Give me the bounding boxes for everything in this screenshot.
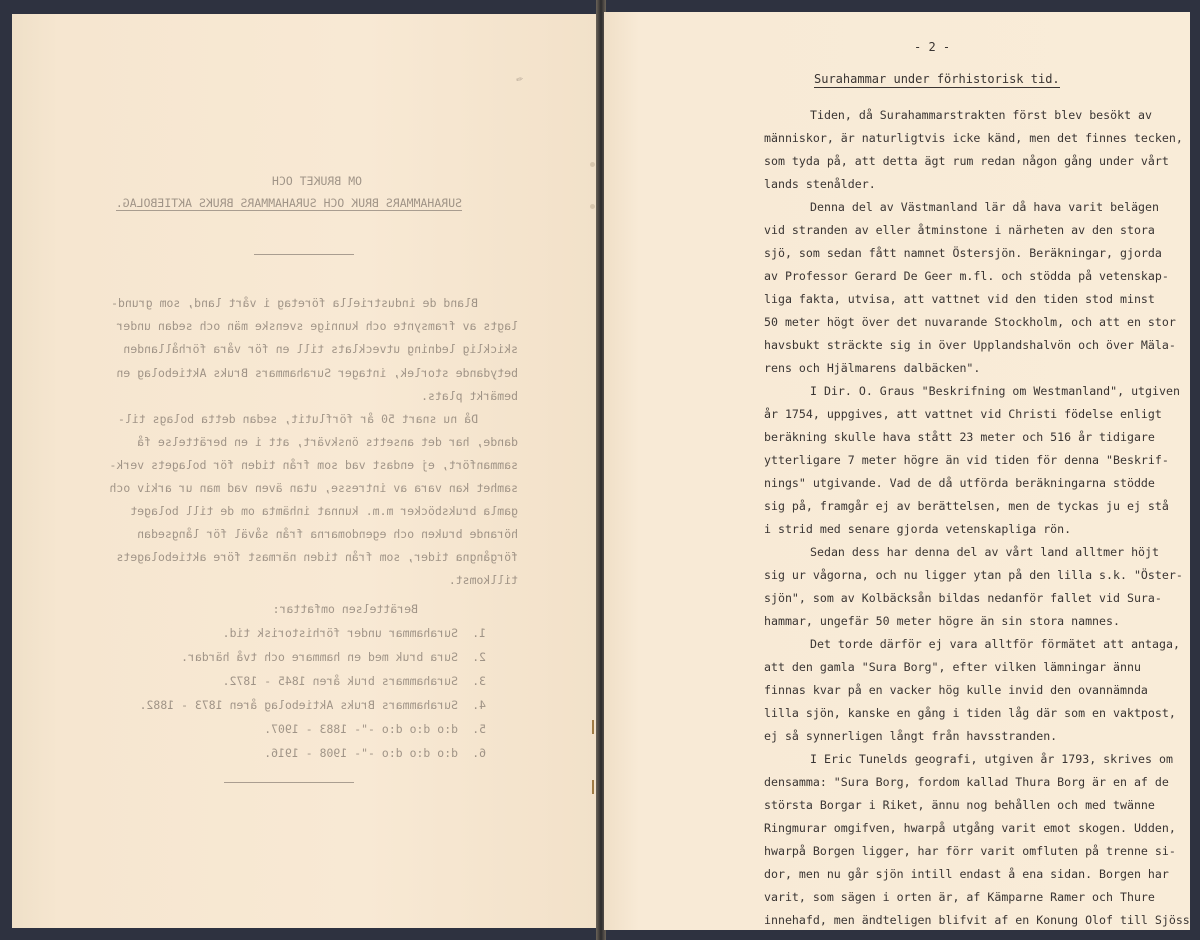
- left-para-line: tillkomst.: [448, 573, 518, 587]
- left-title-line2: SURAHAMMARS BRUK OCH SURAHAMMARS BRUKS AKTIEBOLAG.: [115, 196, 462, 210]
- toc-entry: d:o d:o d:o -"- 1908 - 1916.: [264, 746, 458, 760]
- bleed-through-text: [12, 14, 598, 928]
- binding-hole: [590, 204, 595, 209]
- left-para-line: samhet kan vara av intresse, utan även vad man ur arkiv och: [109, 481, 518, 495]
- toc-entry: d:o d:o d:o -"- 1883 - 1907.: [264, 722, 458, 736]
- left-para-line: betydande storlek, intager Surahammars Bruks Aktiebolag en: [116, 366, 518, 380]
- staple: [592, 780, 594, 794]
- left-page: [12, 14, 598, 928]
- body-line: sig ur vågorna, och nu ligger ytan på den lilla s.k. "Öster-: [764, 568, 1183, 582]
- left-para-line: Bland de industriella företag i vårt land, som grund-: [111, 296, 478, 310]
- body-line: densamma: "Sura Borg, fordom kallad Thura Borg är en af de: [764, 775, 1169, 789]
- body-line: vid stranden av eller åtminstone i närheten av den stora: [764, 223, 1155, 237]
- pencil-mark: ✎: [513, 74, 527, 85]
- toc-number: 2.: [472, 650, 486, 664]
- body-line: lilla sjön, kanske en gång i tiden låg där som en vaktpost,: [764, 706, 1176, 720]
- body-line: 50 meter högt över det nuvarande Stockholm, och att en stor: [764, 315, 1176, 329]
- body-line: största Borgar i Riket, ännu nog behållen och med twänne: [764, 798, 1155, 812]
- end-divider: [224, 782, 354, 783]
- body-line: Tiden, då Surahammarstrakten först blev besökt av: [810, 108, 1153, 122]
- left-para-line: gamla bruksböcker m.m. kunnat inhämta om de till bolaget: [130, 504, 518, 518]
- section-heading: Surahammar under förhistorisk tid.: [814, 72, 1060, 86]
- body-line: i strid med senare gjorda vetenskapliga rön.: [764, 522, 1072, 536]
- body-line: nings" utgivande. Vad de då utförda beräkningarna stödde: [764, 476, 1155, 490]
- body-line: hwarpå Borgen ligger, har förr varit omfluten på trenne si-: [764, 844, 1176, 858]
- left-para-line: sammanfört, ej endast vad som från tiden för bolagets verk-: [109, 458, 518, 472]
- toc-number: 5.: [472, 722, 486, 736]
- right-page: [604, 12, 1190, 930]
- toc-heading: Berättelsen omfattar:: [272, 602, 418, 616]
- body-line: I Dir. O. Graus "Beskrifning om Westmanland", utgiven: [810, 384, 1180, 398]
- staple: [592, 720, 594, 734]
- body-line: ytterligare 7 meter högre än vid tiden för denna "Beskrif-: [764, 453, 1169, 467]
- body-line: hammar, ungefär 50 meter högre än sin stora namnes.: [764, 614, 1120, 628]
- toc-number: 1.: [472, 626, 486, 640]
- body-line: dor, men nu går sjön intill endast å ena sidan. Borgen har: [764, 867, 1169, 881]
- left-para-line: skicklig ledning utvecklats till en för våra förhållanden: [123, 342, 518, 356]
- body-line: rens och Hjälmarens dalbäcken".: [764, 361, 981, 375]
- body-line: att den gamla "Sura Borg", efter vilken lämningar ännu: [764, 660, 1141, 674]
- body-line: beräkning skulle hava stått 23 meter och 516 år tidigare: [764, 430, 1155, 444]
- body-line: som tyda på, att detta ägt rum redan någon gång under vårt: [764, 154, 1169, 168]
- body-line: lands stenålder.: [764, 177, 876, 191]
- body-line: Det torde därför ej vara alltför förmätet att antaga,: [810, 637, 1180, 651]
- left-para-line: bemärkt plats.: [421, 389, 518, 403]
- left-title-line1: OM BRUKET OCH: [271, 174, 362, 188]
- body-line: sig på, framgår ej av berättelsen, men de tyckas ju ej stå: [764, 499, 1169, 513]
- left-para-line: lagts av framsynte och kunnige svenske män och sedan under: [116, 319, 518, 333]
- toc-entry: Surahammar under förhistorisk tid.: [222, 626, 458, 640]
- body-line: havsbukt sträckte sig in över Upplandshalvön och över Mäla-: [764, 338, 1176, 352]
- body-line: sjö, som sedan fått namnet Östersjön. Beräkningar, gjorda: [764, 246, 1162, 260]
- body-line: sjön", som av Kolbäcksån bildas nedanför fallet vid Sura-: [764, 591, 1162, 605]
- body-line: år 1754, uppgives, att vattnet vid Christi födelse enligt: [764, 407, 1162, 421]
- left-para-line: Då nu snart 50 år förflutit, sedan detta bolags til-: [117, 412, 478, 426]
- left-para-line: förgångna tider, som från tiden närmast före aktiebolagets: [116, 550, 518, 564]
- toc-number: 4.: [472, 698, 486, 712]
- page-number: - 2 -: [914, 40, 951, 54]
- toc-number: 6.: [472, 746, 486, 760]
- title-divider: [254, 254, 354, 255]
- body-line: ej så synnerligen långt från havsstranden.: [764, 729, 1058, 743]
- toc-entry: Sura bruk med en hammare och två härdar.: [181, 650, 458, 664]
- body-line: Ringmurar omgifven, hwarpå utgång varit emot skogen. Udden,: [764, 821, 1176, 835]
- body-line: innehafd, men ändteligen blifvit af en Konung Olof till Sjöss: [764, 913, 1190, 927]
- toc-entry: Surahammars bruk åren 1845 - 1872.: [222, 674, 458, 688]
- body-line: människor, är naturligtvis icke känd, men det finnes tecken,: [764, 131, 1183, 145]
- body-line: varit, som sägen i orten är, af Kämparne Ramer och Thure: [764, 890, 1155, 904]
- body-line: finnas kvar på en vacker hög kulle invid den ovannämnda: [764, 683, 1148, 697]
- toc-number: 3.: [472, 674, 486, 688]
- left-para-line: dande, har det ansetts önskvärt, att i en berättelse få: [137, 435, 518, 449]
- binding-hole: [590, 162, 595, 167]
- left-para-line: hörande bruken och egendomarna från såväl för långsedan: [137, 527, 518, 541]
- toc-entry: Surahammars Bruks Aktiebolag åren 1873 - 1882.: [139, 698, 458, 712]
- body-line: Denna del av Västmanland lär då hava varit belägen: [810, 200, 1160, 214]
- body-line: Sedan dess har denna del av vårt land alltmer höjt: [810, 545, 1160, 559]
- body-line: av Professor Gerard De Geer m.fl. och stödda på vetenskap-: [764, 269, 1169, 283]
- body-line: liga fakta, utvisa, att vattnet vid den tiden stod minst: [764, 292, 1155, 306]
- body-line: I Eric Tunelds geografi, utgiven år 1793, skrives om: [810, 752, 1173, 766]
